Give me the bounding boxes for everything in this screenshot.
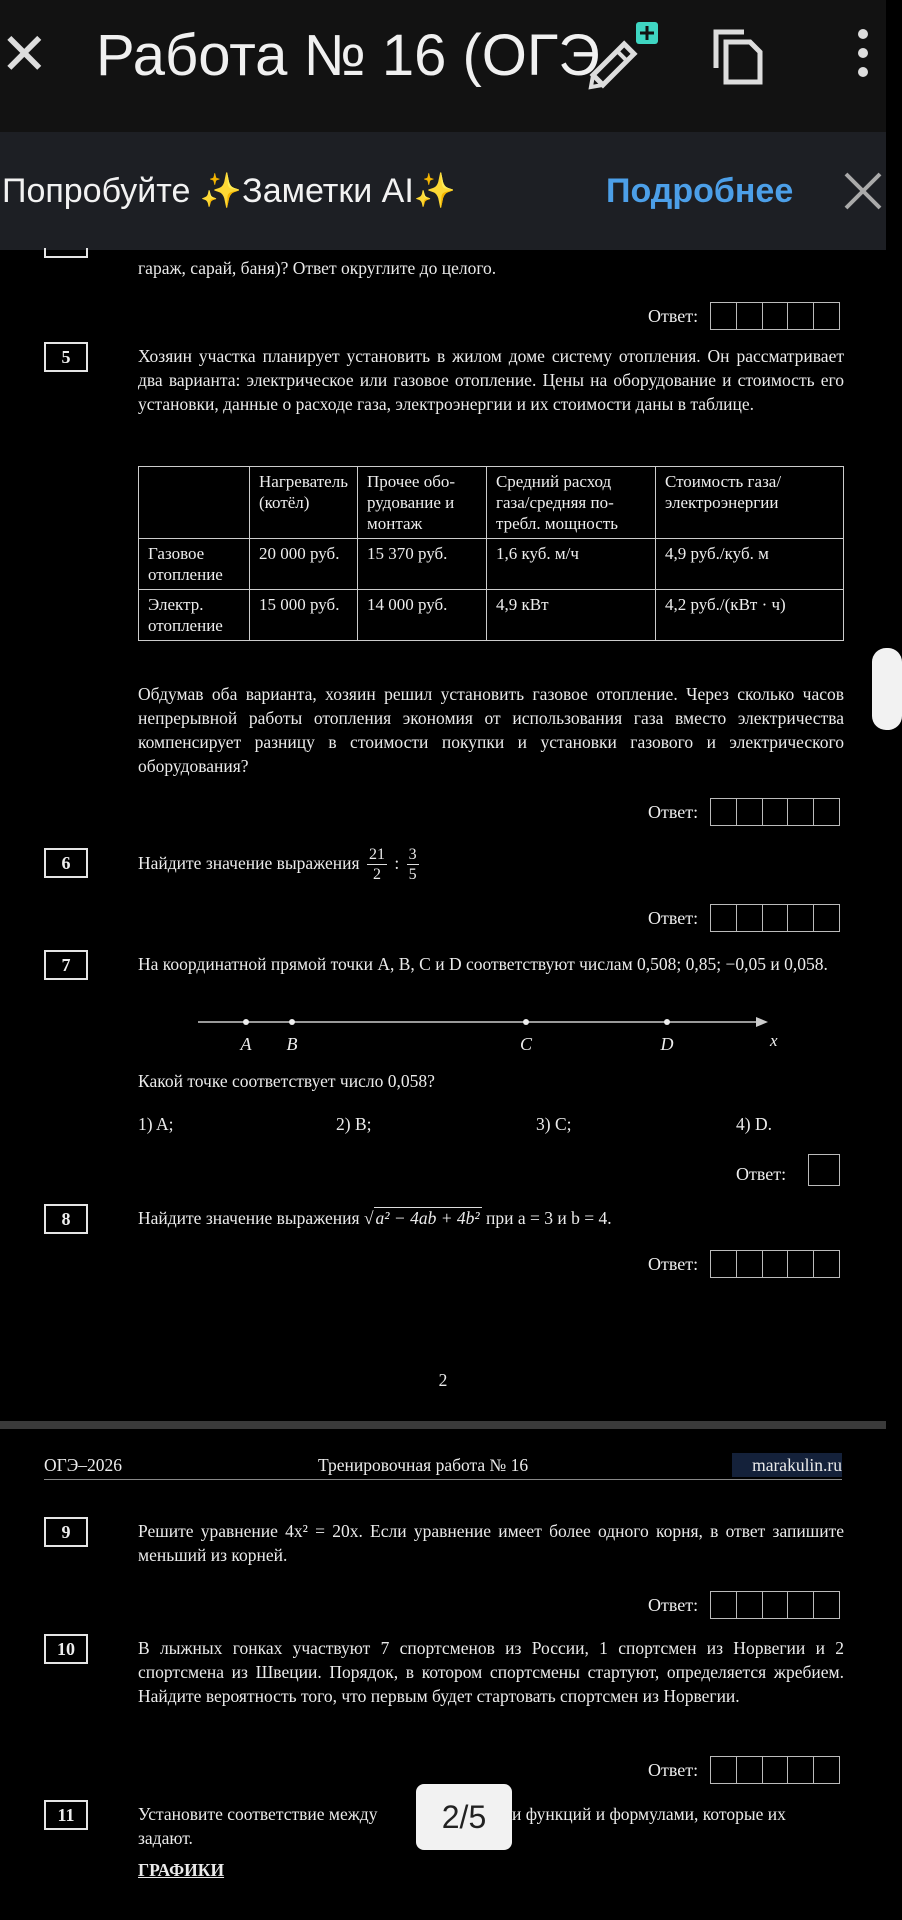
table-header-cell: Средний расход газа/средняя по- требл. мощность — [486, 467, 655, 539]
table-cell: 15 000 руб. — [250, 590, 358, 641]
answer-label: Ответ: — [648, 802, 699, 822]
page-number: 2 — [438, 1370, 448, 1390]
header-site-link[interactable]: marakulin.ru — [732, 1453, 842, 1477]
point-b-label: B — [286, 1034, 298, 1054]
point-b-dot — [289, 1019, 295, 1025]
graphs-heading: ГРАФИКИ — [138, 1860, 225, 1880]
app-bar — [0, 0, 886, 132]
table-cell: 4,9 кВт — [486, 590, 655, 641]
answer-boxes[interactable] — [710, 798, 840, 826]
answer-field-10[interactable] — [648, 1756, 842, 1784]
answer-boxes[interactable] — [710, 1250, 840, 1278]
point-c-dot — [523, 1019, 529, 1025]
answer-box[interactable] — [808, 1154, 840, 1186]
option-4: 4) D. — [736, 1114, 772, 1134]
side-panel-handle[interactable] — [872, 648, 902, 730]
question-5-text: Хозяин участка планирует установить в жилом доме систему отопления. Он рассматривает два варианта: электрическое или газовое отопление. Цены на оборудование и стоимость его установки, данные о расходе газа, электроэнергии и их стоимости даны в таблице. — [138, 346, 844, 414]
table-row — [139, 590, 844, 641]
answer-field-8[interactable] — [648, 1250, 842, 1278]
page-indicator: 2/5 — [416, 1784, 512, 1850]
question-8-text-line — [138, 1206, 844, 1230]
question-8-text: Найдите значение выражения — [138, 1208, 360, 1228]
copy-icon[interactable] — [704, 20, 774, 90]
option-3: 3) C; — [536, 1114, 572, 1134]
number-line — [190, 1008, 780, 1060]
answer-boxes[interactable] — [710, 904, 840, 932]
table-row — [139, 539, 844, 590]
question-4-number-box — [44, 248, 88, 258]
point-c-label: C — [519, 1034, 533, 1054]
heating-table — [138, 466, 844, 641]
table-header-cell: Прочее обо- рудование и монтаж — [357, 467, 486, 539]
point-a-dot — [243, 1019, 249, 1025]
table-cell: 4,9 руб./куб. м — [655, 539, 843, 590]
question-11-text-left: Установите соответствие между — [138, 1804, 378, 1824]
question-5-text-continued: Обдумав оба варианта, хозяин решил установить газовое отопление. Через сколько часов непрерывной работы отопления экономия от использования газа вместо электричества компенсирует разницу в стоимости покупки и установки газового и электрического оборудования? — [138, 684, 844, 776]
question-7-number: 7 — [44, 950, 88, 980]
banner-more-link[interactable]: Подробнее — [606, 172, 794, 210]
point-d-label: D — [660, 1034, 674, 1054]
answer-boxes[interactable] — [710, 1756, 840, 1784]
page-divider — [0, 1421, 886, 1429]
division-operator: : — [394, 853, 400, 873]
table-header-row — [139, 467, 844, 539]
question-6-number: 6 — [44, 848, 88, 878]
fraction-2: $\frac{3}{5}$ — [408, 846, 417, 884]
question-8-number: 8 — [44, 1204, 88, 1234]
question-7-text: На координатной прямой точки A, B, C и D соответствуют числам 0,508; 0,85; −0,05 и 0,058. — [138, 954, 828, 974]
header-center: Тренировочная работа № 16 — [318, 1455, 529, 1475]
answer-field-6[interactable] — [648, 904, 842, 932]
document-title: Работа № 16 (ОГЭ — [96, 23, 600, 88]
answer-boxes[interactable] — [710, 1591, 840, 1619]
table-cell: Газовое отопление — [139, 539, 250, 590]
option-2: 2) B; — [336, 1114, 372, 1134]
question-9-text: Решите уравнение 4x² = 20x. Если уравнение имеет более одного корня, в ответ запишите меньший из корней. — [138, 1521, 844, 1565]
answer-field-4[interactable] — [648, 302, 842, 330]
question-9-number: 9 — [44, 1517, 88, 1547]
question-6-text-line — [138, 838, 844, 888]
header-rule — [44, 1479, 842, 1480]
fraction-1: $\frac{21}{2}$ — [368, 846, 385, 884]
question-10-number: 10 — [44, 1634, 88, 1664]
answer-field-9[interactable] — [648, 1591, 842, 1619]
table-cell: 14 000 руб. — [357, 590, 486, 641]
header-left: ОГЭ–2026 — [44, 1455, 123, 1475]
close-icon[interactable]: ✕ — [0, 22, 49, 87]
answer-field-7[interactable] — [736, 1154, 842, 1188]
question-11-number: 11 — [44, 1800, 88, 1830]
banner-text: Попробуйте ✨Заметки AI✨ — [2, 172, 457, 210]
option-1: 1) A; — [138, 1114, 174, 1134]
point-a-label: A — [240, 1034, 252, 1054]
answer-boxes[interactable] — [710, 302, 840, 330]
table-cell: 4,2 руб./(кВт · ч) — [655, 590, 843, 641]
question-8-tail: при a = 3 и b = 4. — [486, 1208, 612, 1228]
more-options-icon[interactable] — [848, 22, 878, 92]
banner-close-icon[interactable] — [840, 168, 886, 214]
answer-label: Ответ: — [648, 306, 699, 326]
question-11-text-right: и функций и формулами, которые их — [512, 1804, 786, 1824]
promo-banner — [0, 132, 886, 250]
question-7-question: Какой точке соответствует число 0,058? — [138, 1071, 435, 1091]
answer-field-5[interactable] — [648, 798, 842, 826]
table-header-cell: Стоимость газа/ электроэнергии — [655, 467, 843, 539]
question-11-text-continued: задают. — [138, 1828, 193, 1848]
annotate-new-icon[interactable] — [588, 22, 660, 94]
answer-label: Ответ: — [648, 1595, 699, 1615]
table-cell: Электр. отопление — [139, 590, 250, 641]
question-6-text: Найдите значение выражения — [138, 853, 360, 873]
answer-label: Ответ: — [736, 1164, 787, 1184]
square-root-expression: √ a² − 4ab + 4b² — [363, 1208, 480, 1228]
question-4-text: гараж, сарай, баня)? Ответ округлите до целого. — [138, 258, 497, 278]
table-header-cell: Нагреватель (котёл) — [250, 467, 358, 539]
table-cell: 15 370 руб. — [357, 539, 486, 590]
table-cell: 20 000 руб. — [250, 539, 358, 590]
answer-label: Ответ: — [648, 1760, 699, 1780]
question-10-text: В лыжных гонках участвуют 7 спортсменов из России, 1 спортсмен из Норвегии и 2 спортсмена из Швеции. Порядок, в котором спортсмены стартуют, определяется жребием. Найдите вероятность того, что первым будет стартовать спортсмен из Норвегии. — [138, 1638, 844, 1706]
point-d-dot — [664, 1019, 670, 1025]
question-5-number: 5 — [44, 342, 88, 372]
table-cell: 1,6 куб. м/ч — [486, 539, 655, 590]
answer-label: Ответ: — [648, 1254, 699, 1274]
answer-label: Ответ: — [648, 908, 699, 928]
table-header-cell — [139, 467, 250, 539]
axis-x-label: x — [770, 1031, 778, 1050]
